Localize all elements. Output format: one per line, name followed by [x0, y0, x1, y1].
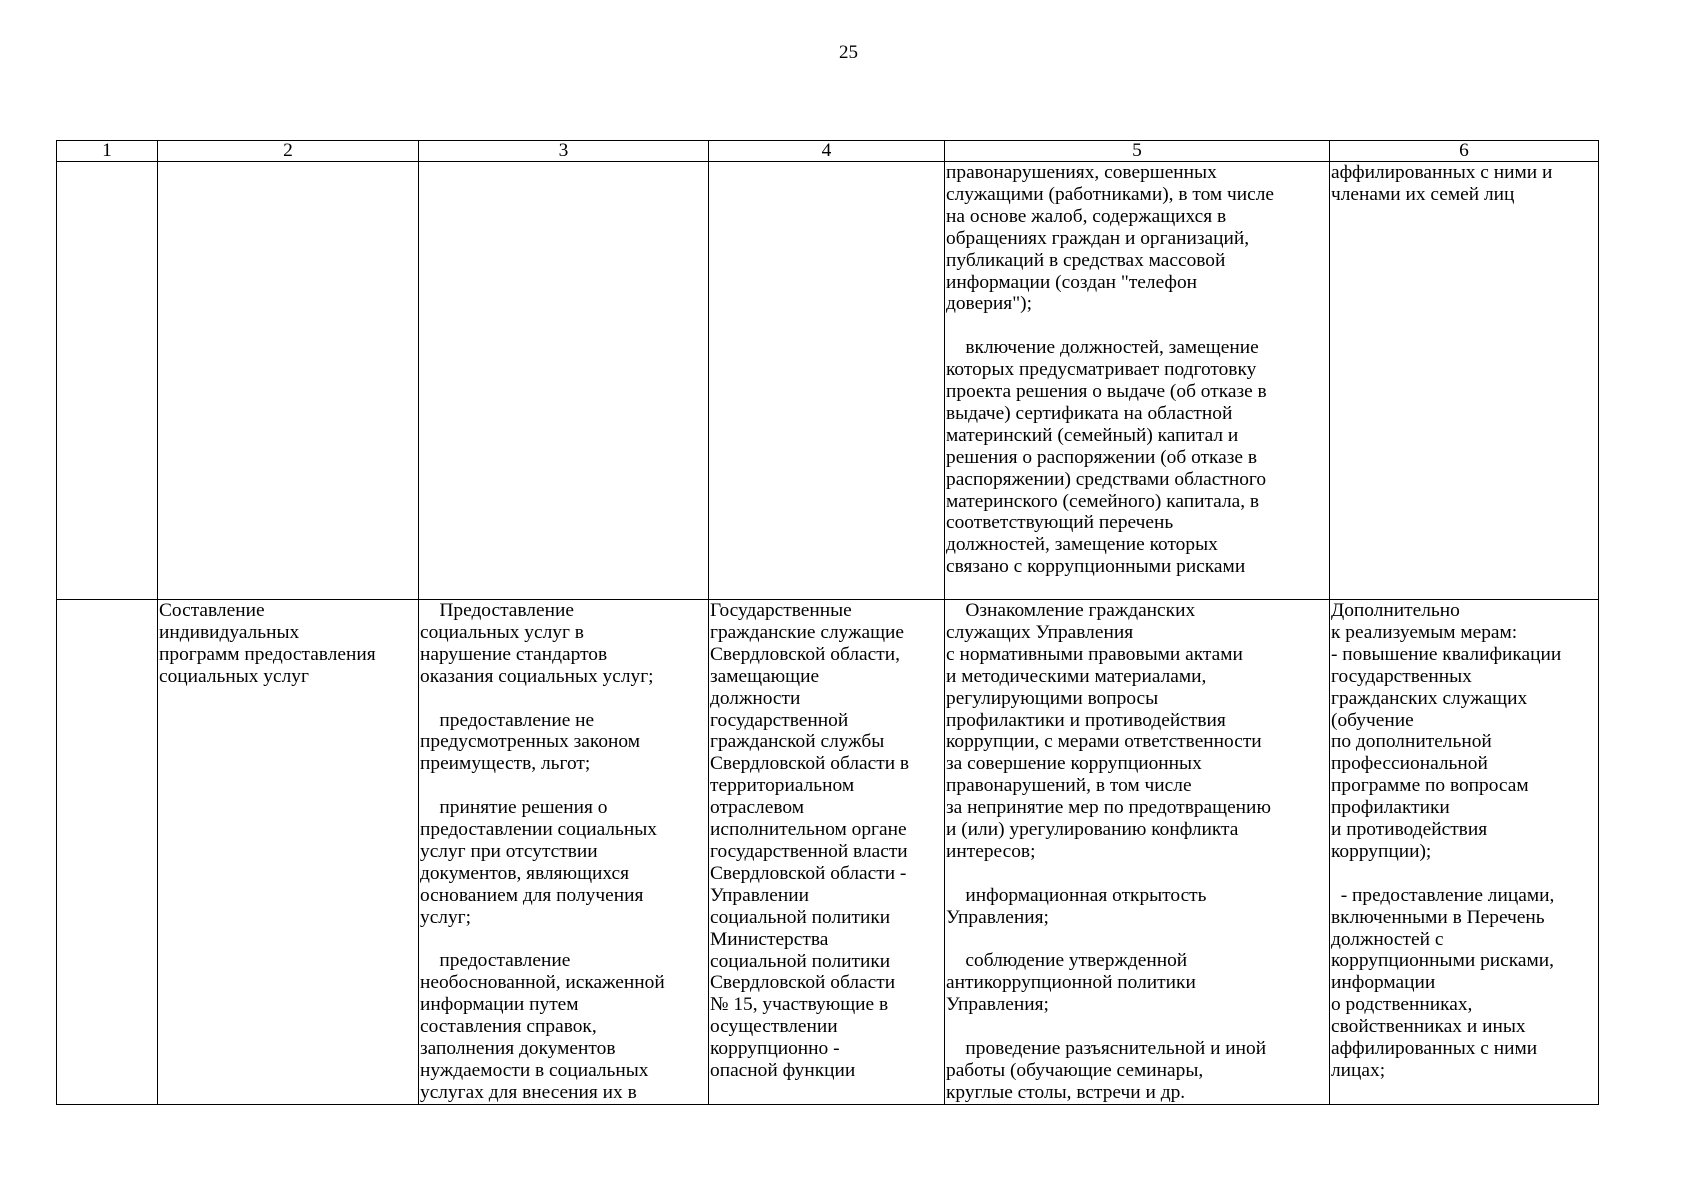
cell-text-line: территориальном: [710, 775, 855, 797]
blank-line: [420, 929, 708, 951]
cell-text-line: гражданской службы: [710, 731, 885, 753]
cell-text-line: Свердловской области -: [710, 862, 907, 884]
cell-text-line: предоставлении социальных: [420, 819, 658, 841]
table-cell: [709, 600, 945, 1105]
cell-text-line: профилактики: [1331, 797, 1450, 819]
cell-text-line: нарушение стандартов: [420, 643, 608, 665]
cell-text-line: № 15, участвующие в: [710, 994, 889, 1016]
cell-text-line: Управления;: [946, 906, 1049, 928]
cell-text-line: регулирующими вопросы: [946, 687, 1159, 709]
page-number: 25: [839, 42, 858, 63]
cell-text-line: обращениях граждан и организаций,: [946, 227, 1250, 249]
cell-text-line: профессиональной: [1331, 753, 1488, 775]
cell-text-line: Предоставление: [420, 600, 574, 621]
table-cell: [57, 600, 158, 1105]
cell-text-line: соответствующий перечень: [946, 512, 1174, 534]
cell-text-line: государственных: [1331, 665, 1472, 687]
cell-text-line: коррупции);: [1331, 840, 1432, 862]
table-cell: [709, 162, 945, 600]
cell-text-line: за непринятие мер по предотвращению: [946, 797, 1271, 819]
cell-text-line: Свердловской области: [710, 972, 896, 994]
cell-text-line: связано с коррупционными рисками: [946, 556, 1246, 578]
cell-text-line: работы (обучающие семинары,: [946, 1059, 1204, 1081]
cell-text-line: программе по вопросам: [1331, 775, 1529, 797]
cell-text-line: программ предоставления: [159, 643, 376, 665]
cell-text-line: которых предусматривает подготовку: [946, 359, 1257, 381]
cell-text-line: коррупции, с мерами ответственности: [946, 731, 1262, 753]
cell-text-line: по дополнительной: [1331, 731, 1492, 753]
cell-text-line: исполнительном органе: [710, 819, 907, 841]
table-cell: [158, 600, 419, 1105]
cell-text-line: проведение разъяснительной и иной: [946, 1038, 1267, 1060]
table-cell: [1330, 600, 1599, 1105]
cell-text-line: составления справок,: [420, 1016, 597, 1038]
cell-text-line: информации путем: [420, 994, 579, 1016]
cell-text-line: и методическими материалами,: [946, 665, 1207, 687]
cell-text-line: опасной функции: [710, 1060, 856, 1082]
cell-text-line: гражданских служащих: [1331, 687, 1528, 709]
cell-text-line: Управлении: [710, 884, 810, 906]
table-cell: [419, 162, 709, 600]
cell-text-line: членами их семей лиц: [1331, 183, 1515, 205]
blank-line: [1331, 863, 1598, 885]
cell-text-line: заполнения документов: [420, 1038, 616, 1060]
cell-text-line: профилактики и противодействия: [946, 709, 1226, 731]
cell-text-line: услугах для внесения их в: [420, 1081, 637, 1103]
cell-text-line: должностей с: [1331, 928, 1444, 950]
cell-text-line: социальных услуг: [159, 665, 309, 687]
cell-text-line: принятие решения о: [420, 797, 608, 819]
blank-line: [946, 929, 1329, 951]
cell-text-line: к реализуемым мерам:: [1331, 621, 1518, 643]
cell-text-line: преимуществ, льгот;: [420, 753, 591, 775]
cell-text-line: услуг при отсутствии: [420, 840, 598, 862]
cell-text-line: распоряжении) средствами областного: [946, 468, 1267, 490]
header-cell: 6: [1330, 141, 1599, 162]
cell-text-line: нуждаемости в социальных: [420, 1059, 649, 1081]
header-cell: 3: [419, 141, 709, 162]
cell-text-line: информации (создан "телефон: [946, 271, 1198, 293]
cell-text-line: антикоррупционной политики: [946, 972, 1196, 994]
cell-text-line: - предоставление лицами,: [1331, 884, 1555, 906]
cell-text-line: социальной политики: [710, 906, 891, 928]
cell-text-line: государственной власти: [710, 840, 908, 862]
table-header-row: [57, 141, 1599, 162]
cell-text-line: Свердловской области в: [710, 753, 910, 775]
cell-text-line: документов, являющихся: [420, 862, 630, 884]
cell-text-line: предоставление не: [420, 709, 595, 731]
cell-text-line: осуществлении: [710, 1016, 838, 1038]
cell-text-line: аффилированных с ними: [1331, 1038, 1538, 1060]
cell-text-line: отраслевом: [710, 797, 804, 819]
table-cell: [945, 600, 1330, 1105]
table-cell: [57, 162, 158, 600]
cell-text-line: материнский (семейный) капитал и: [946, 424, 1239, 446]
cell-text-line: информации: [1331, 972, 1436, 994]
table-row: [57, 162, 1599, 600]
cell-text-line: служащих Управления: [946, 621, 1134, 643]
blank-line: [946, 315, 1329, 337]
cell-text-line: свойственниках и иных: [1331, 1016, 1526, 1038]
cell-text-line: соблюдение утвержденной: [946, 950, 1188, 972]
cell-text-line: государственной: [710, 709, 849, 731]
cell-text-line: должности: [710, 687, 801, 709]
cell-text-line: услуг;: [420, 906, 472, 928]
cell-text-line: включение должностей, замещение: [946, 337, 1259, 359]
header-cell: 2: [158, 141, 419, 162]
cell-text-line: Управления;: [946, 994, 1049, 1016]
cell-text-line: коррупционно -: [710, 1038, 840, 1060]
cell-text-line: оказания социальных услуг;: [420, 665, 654, 687]
blank-line: [946, 1016, 1329, 1038]
document-table: [56, 140, 1599, 1105]
cell-text-line: индивидуальных: [159, 621, 300, 643]
cell-text-line: информационная открытость: [946, 884, 1207, 906]
cell-text-line: Государственные: [710, 600, 852, 621]
cell-text-line: Ознакомление гражданских: [946, 600, 1196, 621]
cell-text-line: доверия");: [946, 293, 1032, 315]
cell-text-line: решения о распоряжении (об отказе в: [946, 446, 1258, 468]
blank-line: [420, 688, 708, 710]
cell-text-line: за совершение коррупционных: [946, 753, 1202, 775]
cell-text-line: с нормативными правовыми актами: [946, 643, 1243, 665]
cell-text-line: социальной политики: [710, 950, 891, 972]
cell-text-line: выдаче) сертификата на областной: [946, 402, 1233, 424]
cell-text-line: правонарушениях, совершенных: [946, 162, 1217, 183]
table-row: [57, 600, 1599, 1105]
header-cell: 5: [945, 141, 1330, 162]
cell-text-line: круглые столы, встречи и др.: [946, 1081, 1186, 1103]
cell-text-line: Дополнительно: [1331, 600, 1460, 621]
cell-text-line: служащими (работниками), в том числе: [946, 183, 1275, 205]
cell-text-line: и противодействия: [1331, 819, 1488, 841]
cell-text-line: Министерства: [710, 928, 829, 950]
cell-text-line: (обучение: [1331, 709, 1414, 731]
header-cell: 4: [709, 141, 945, 162]
cell-text-line: социальных услуг в: [420, 621, 584, 643]
table-cell: [419, 600, 709, 1105]
cell-text-line: замещающие: [710, 665, 820, 687]
cell-text-line: на основе жалоб, содержащихся в: [946, 205, 1227, 227]
cell-text-line: публикаций в средствах массовой: [946, 249, 1226, 271]
cell-text-line: предоставление: [420, 950, 571, 972]
cell-text-line: основанием для получения: [420, 884, 644, 906]
cell-text-line: о родственниках,: [1331, 994, 1473, 1016]
table-cell: [945, 162, 1330, 600]
header-cell: 1: [57, 141, 158, 162]
cell-text-line: аффилированных с ними и: [1331, 162, 1553, 183]
cell-text-line: и (или) урегулированию конфликта: [946, 819, 1239, 841]
table-cell: [1330, 162, 1599, 600]
cell-text-line: Составление: [159, 600, 265, 621]
cell-text-line: интересов;: [946, 840, 1036, 862]
cell-text-line: гражданские служащие: [710, 621, 905, 643]
cell-text-line: необоснованной, искаженной: [420, 972, 665, 994]
cell-text-line: лицах;: [1331, 1060, 1386, 1082]
cell-text-line: - повышение квалификации: [1331, 643, 1562, 665]
blank-line: [946, 863, 1329, 885]
cell-text-line: Свердловской области,: [710, 643, 900, 665]
cell-text-line: проекта решения о выдаче (об отказе в: [946, 381, 1267, 403]
blank-line: [420, 775, 708, 797]
table-cell: [158, 162, 419, 600]
cell-text-line: включенными в Перечень: [1331, 906, 1545, 928]
cell-text-line: коррупционными рисками,: [1331, 950, 1554, 972]
cell-text-line: правонарушений, в том числе: [946, 775, 1192, 797]
cell-text-line: должностей, замещение которых: [946, 534, 1218, 556]
cell-text-line: материнского (семейного) капитала, в: [946, 490, 1260, 512]
cell-text-line: предусмотренных законом: [420, 731, 641, 753]
